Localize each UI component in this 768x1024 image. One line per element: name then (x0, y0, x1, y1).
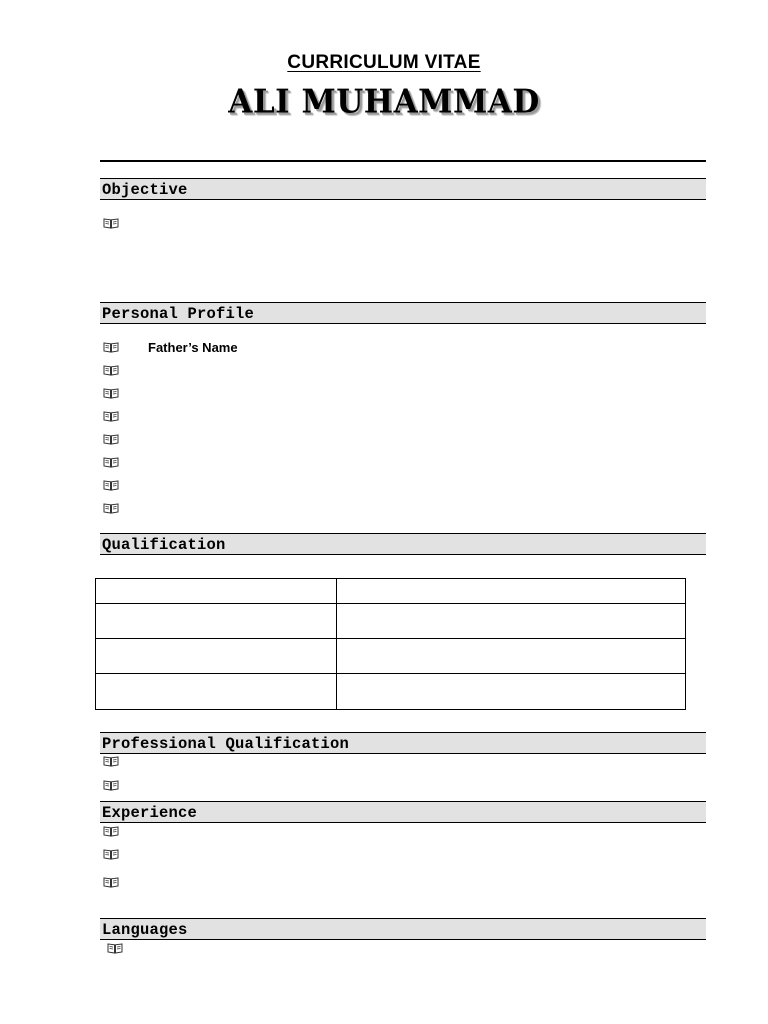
document-title-text: CURRICULUM VITAE (287, 52, 481, 73)
section-title-professional-qualification: Professional Qualification (102, 735, 350, 753)
table-cell (337, 674, 686, 710)
open-book-icon (103, 848, 119, 860)
open-book-icon (103, 825, 119, 837)
open-book-icon (103, 755, 119, 767)
open-book-icon (103, 433, 119, 445)
document-title (0, 52, 768, 74)
table-cell (337, 639, 686, 674)
table-cell (96, 604, 337, 639)
section-title-objective: Objective (102, 181, 188, 199)
section-header-personal-profile (100, 302, 706, 324)
table-cell (337, 579, 686, 604)
open-book-icon (103, 479, 119, 491)
section-title-personal-profile: Personal Profile (102, 305, 255, 323)
open-book-icon (103, 387, 119, 399)
table-row (96, 639, 686, 674)
section-header-objective (100, 178, 706, 200)
section-title-languages: Languages (102, 921, 188, 939)
open-book-icon (103, 502, 119, 514)
section-title-qualification: Qualification (102, 536, 226, 554)
candidate-name: ALI MUHAMMAD (228, 83, 540, 121)
table-cell (96, 674, 337, 710)
open-book-icon (103, 410, 119, 422)
header-divider (100, 160, 706, 162)
qualification-table (95, 578, 686, 710)
table-row (96, 579, 686, 604)
section-header-professional-qualification (100, 732, 706, 754)
section-header-qualification (100, 533, 706, 555)
open-book-icon (107, 942, 123, 954)
open-book-icon (103, 876, 119, 888)
section-title-experience: Experience (102, 804, 198, 822)
section-header-experience (100, 801, 706, 823)
open-book-icon (103, 779, 119, 791)
table-cell (337, 604, 686, 639)
open-book-icon (103, 341, 119, 353)
table-cell (96, 639, 337, 674)
table-cell (96, 579, 337, 604)
open-book-icon (103, 456, 119, 468)
open-book-icon (103, 364, 119, 376)
table-row (96, 674, 686, 710)
section-header-languages (100, 918, 706, 940)
open-book-icon (103, 217, 119, 229)
table-row (96, 604, 686, 639)
fathers-name-label: Father’s Name (148, 340, 238, 355)
